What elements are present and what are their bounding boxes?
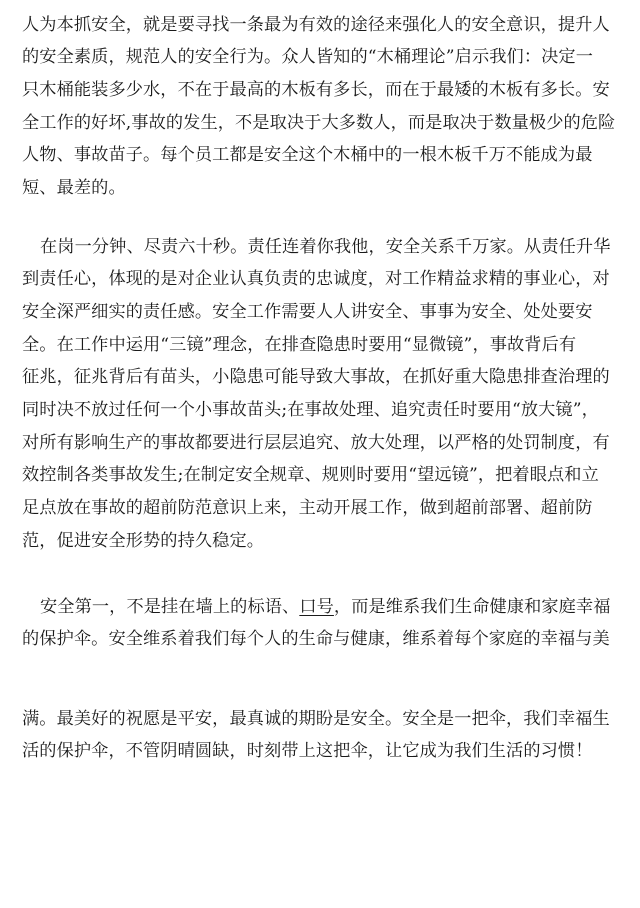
text-line: 满。最美好的祝愿是平安，最真诚的期盼是安全。安全是一把伞，我们幸福生 [22, 709, 610, 729]
text-segment: ，而是维系我们生命健康和家庭幸福 [333, 597, 611, 617]
text-segment: 安全第一，不是挂在墙上的标语、 [40, 597, 300, 617]
text-line: 范，促进安全形势的持久稳定。 [22, 531, 265, 551]
text-line: 在岗一分钟、尽责六十秒。责任连着你我他，安全关系千万家。从责任升华 [40, 237, 611, 257]
text-line: 同时决不放过任何一个小事故苗头;在事故处理、追究责任时要用“放大镜”， [22, 400, 599, 420]
text-line [40, 596, 640, 618]
text-line: 活的保护伞，不管阴晴圆缺，时刻带上这把伞，让它成为我们生活的习惯！ [22, 741, 593, 761]
text-line: 只木桶能装多少水，不在于最高的木板有多长，而在于最矮的木板有多长。安 [22, 80, 610, 100]
text-line: 全工作的好坏,事故的发生，不是取决于大多数人，而是取决于数量极少的危险 [22, 113, 616, 133]
text-line: 足点放在事故的超前防范意识上来，主动开展工作，做到超前部署、超前防 [22, 498, 593, 518]
text-line: 人物、事故苗子。每个员工都是安全这个木桶中的一根木板千万不能成为最 [22, 145, 593, 165]
text-line: 到责任心，体现的是对企业认真负责的忠诚度，对工作精益求精的事业心，对 [22, 269, 610, 289]
underlined-slogan-text: 口号 [299, 597, 334, 617]
text-line: 对所有影响生产的事故都要进行层层追究、放大处理，以严格的处罚制度，有 [22, 433, 610, 453]
text-line: 短、最差的。 [22, 178, 126, 198]
text-line: 全。在工作中运用“三镜”理念，在排查隐患时要用“显微镜”，事故背后有 [22, 335, 577, 355]
text-line: 的安全素质，规范人的安全行为。众人皆知的“木桶理论”启示我们：决定一 [22, 47, 593, 67]
text-line: 安全深严细实的责任感。安全工作需要人人讲安全、事事为安全、处处要安 [22, 302, 593, 322]
text-line: 征兆，征兆背后有苗头，小隐患可能导致大事故，在抓好重大隐患排查治理的 [22, 367, 610, 387]
text-line: 的保护伞。安全维系着我们每个人的生命与健康，维系着每个家庭的幸福与美 [22, 629, 610, 649]
text-line: 人为本抓安全，就是要寻找一条最为有效的途径来强化人的安全意识，提升人 [22, 15, 610, 35]
text-line: 效控制各类事故发生;在制定安全规章、规则时要用“望远镜”，把着眼点和立 [22, 465, 599, 485]
